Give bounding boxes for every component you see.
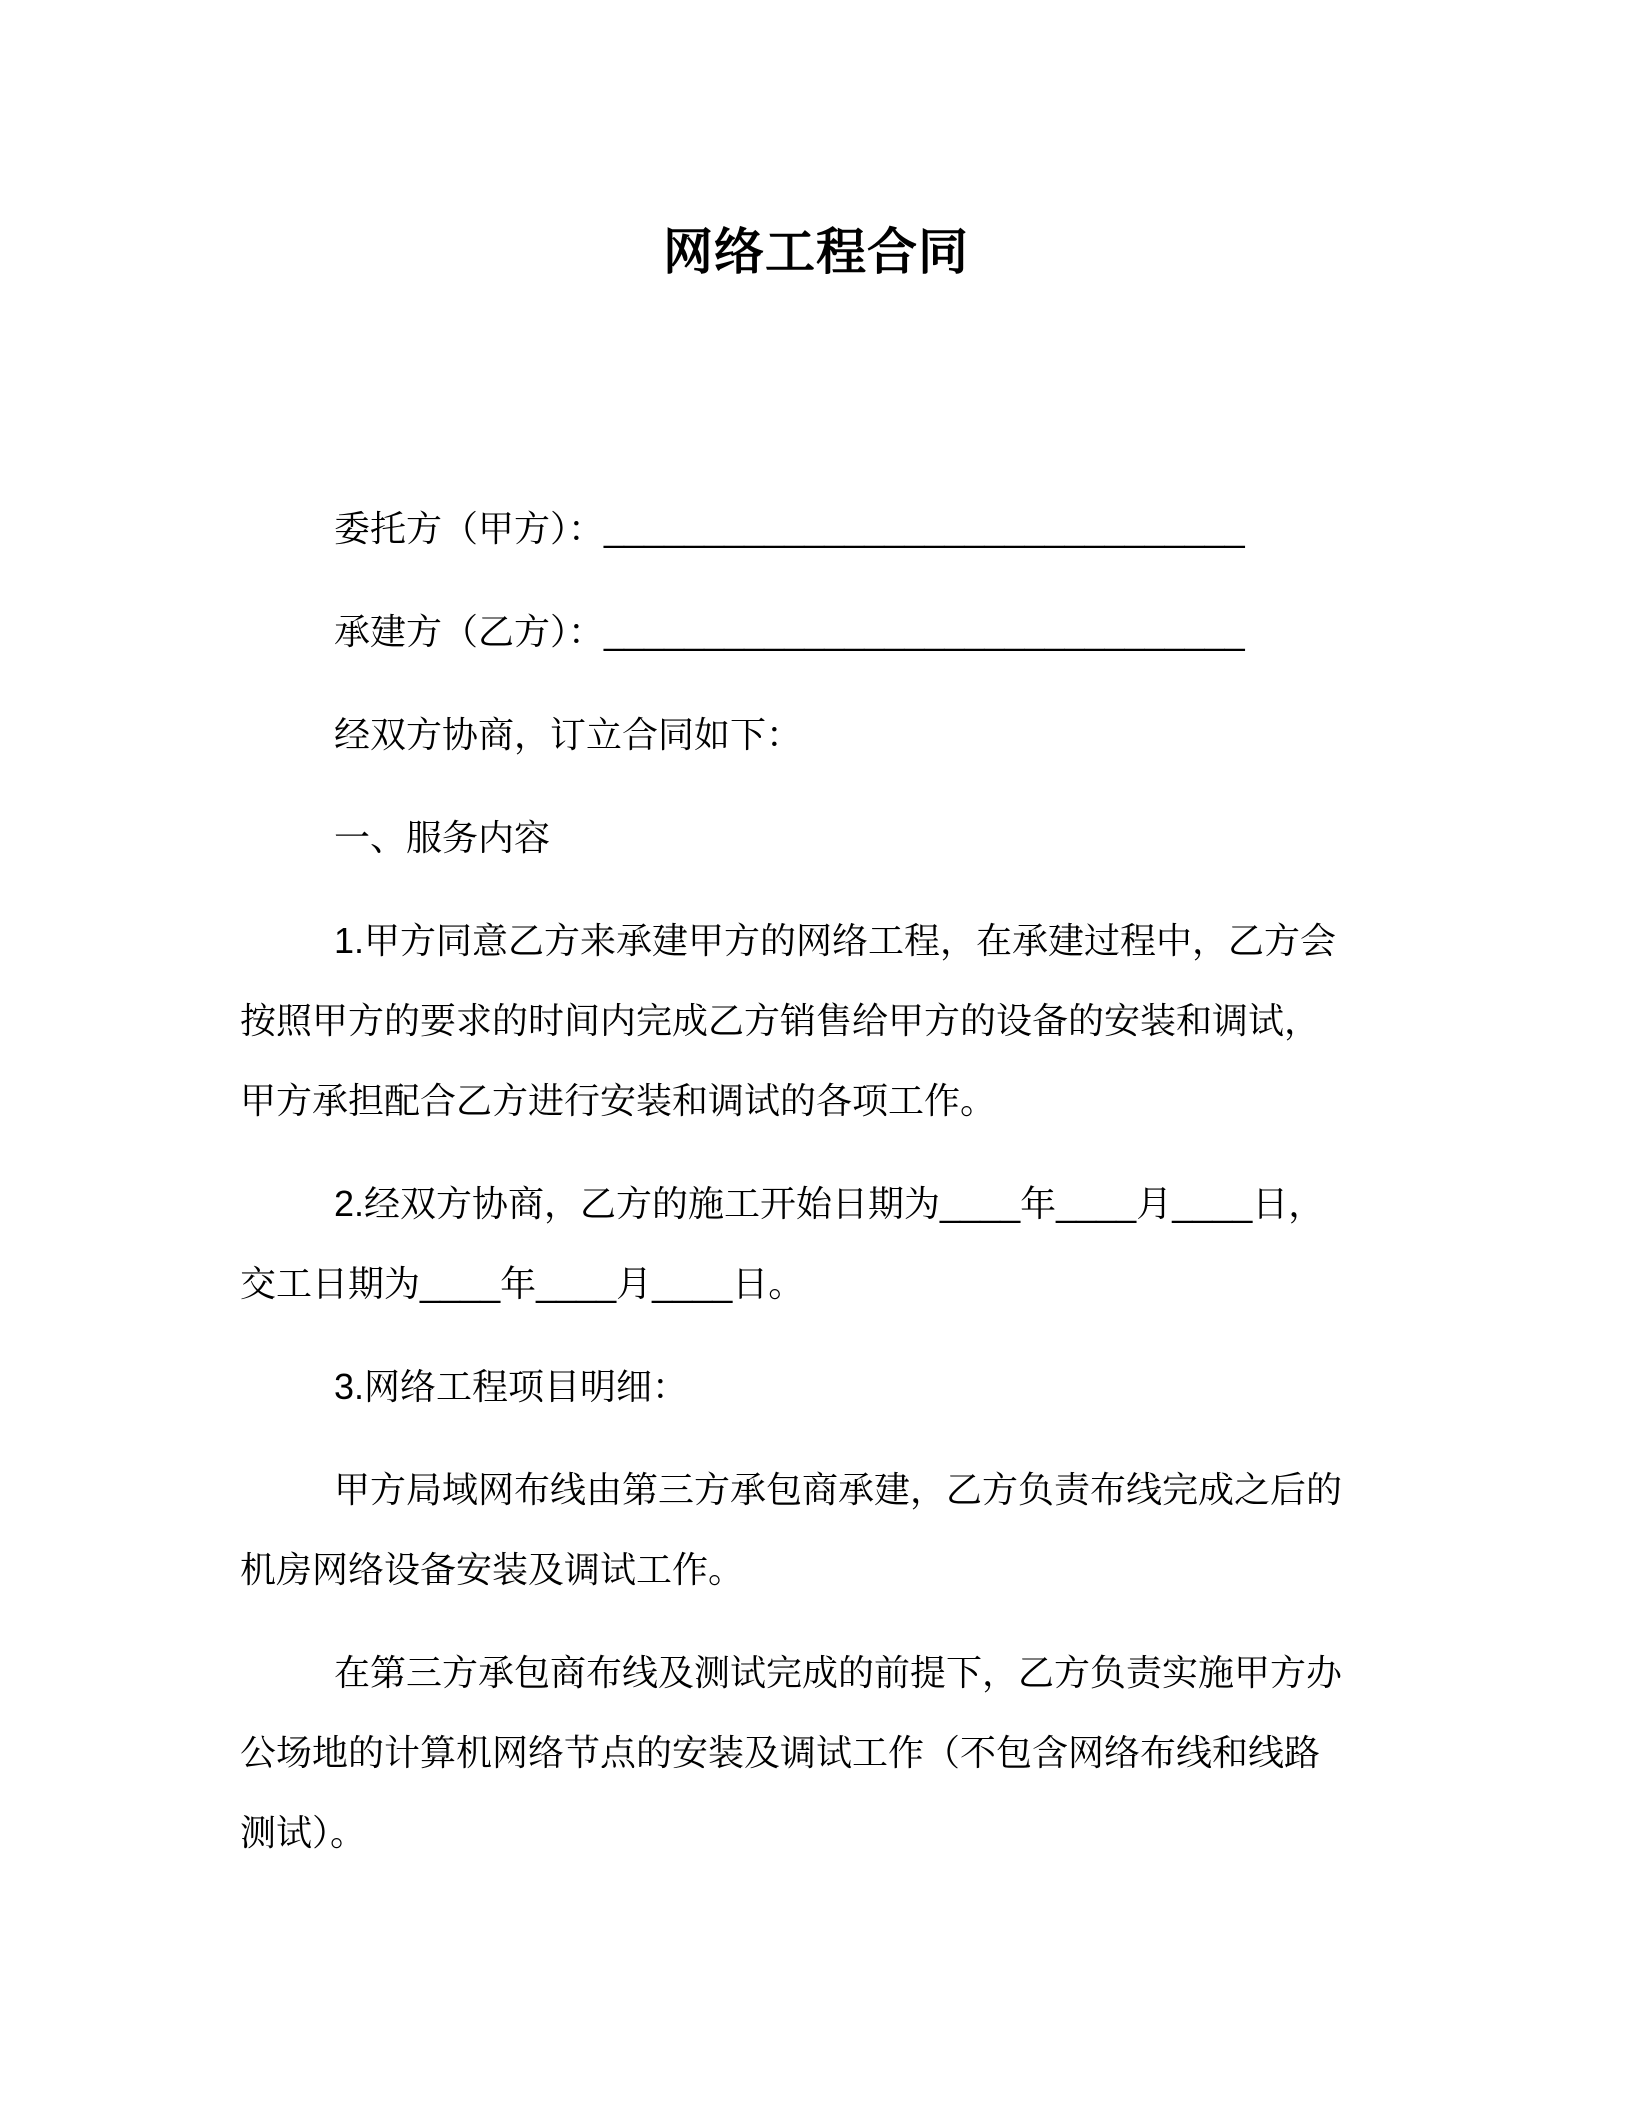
- paragraph-clause-2: [240, 1164, 1442, 1324]
- clause-3-detail-2-text-line: 在第三方承包商布线及测试完成的前提下，乙方负责实施甲方办: [334, 1652, 1343, 1693]
- paragraph-clause-3-detail-2: [240, 1633, 1442, 1873]
- paragraph-party-a: [240, 489, 1442, 569]
- clause-3-heading-line: 3.网络工程项目明细：: [334, 1366, 689, 1407]
- party-b-fill-in-line: 承建方（乙方）：________________________________: [334, 611, 1245, 652]
- clause-1-text-line: 甲方承担配合乙方进行安装和调试的各项工作。: [240, 1080, 997, 1121]
- paragraph-clause-3-heading: [240, 1347, 1442, 1427]
- clause-1-text-line: 1.甲方同意乙方来承建甲方的网络工程，在承建过程中，乙方会: [334, 920, 1337, 961]
- party-a-fill-in-line: 委托方（甲方）：________________________________: [334, 508, 1245, 549]
- preamble-text-line: 经双方协商，订立合同如下：: [334, 714, 803, 755]
- clause-2-date-fill-in-line: 交工日期为____年____月____日。: [240, 1263, 805, 1304]
- clause-3-detail-2-text-line: 公场地的计算机网络节点的安装及调试工作（不包含网络布线和线路: [240, 1732, 1321, 1773]
- clause-3-detail-2-text-line: 测试）。: [240, 1812, 367, 1853]
- paragraph-clause-3-detail-1: [240, 1450, 1442, 1610]
- section-1-heading: [240, 798, 1442, 878]
- paragraph-party-b: [240, 592, 1442, 672]
- clause-3-detail-1-text-line: 甲方局域网布线由第三方承包商承建，乙方负责布线完成之后的: [334, 1469, 1343, 1510]
- clause-2-date-fill-in-line: 2.经双方协商，乙方的施工开始日期为____年____月____日，: [334, 1183, 1325, 1224]
- clause-3-detail-1-text-line: 机房网络设备安装及调试工作。: [240, 1549, 745, 1590]
- paragraph-clause-1: [240, 901, 1442, 1141]
- document-body: [240, 489, 1442, 1873]
- clause-1-text-line: 按照甲方的要求的时间内完成乙方销售给甲方的设备的安装和调试，: [240, 1000, 1321, 1041]
- document-title: 网络工程合同: [663, 224, 969, 280]
- section-1-heading-line: 一、服务内容: [334, 817, 551, 858]
- paragraph-preamble: [240, 695, 1442, 775]
